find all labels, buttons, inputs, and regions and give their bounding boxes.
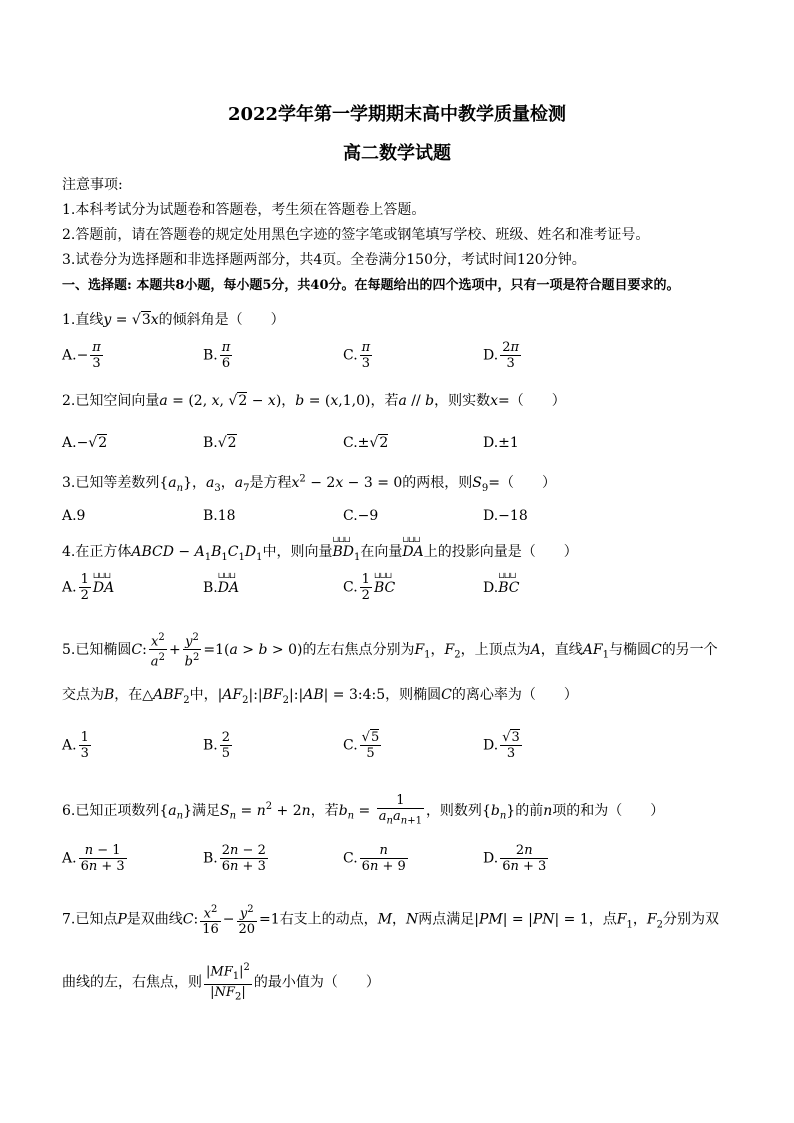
q5-option-b: B. $\frac{2}{5}$ <box>203 730 231 761</box>
question-3: 3.已知等差数列$\{a_n\}$，$a_3$，$a_7$是方程$x^2 - 2x - 3 = 0$的两根，则$S_9=$（ ） <box>62 473 556 494</box>
q4-option-c: C. $\frac{1}{2}$ ⊔⊔⊔ BC <box>343 572 395 603</box>
q5-option-a: A. $\frac{1}{3}$ <box>62 730 89 761</box>
exam-title: 2022学年第一学期期末高中教学质量检测 <box>227 104 567 125</box>
q1-stem-pre: 1.直线 <box>62 312 104 328</box>
q2-option-a: A.−√2 <box>62 435 108 451</box>
question-7: 7.已知点P是双曲线C: $\frac{x^2}{16}$ − $\frac{y^2}{20}$ =1右支上的动点，M，N两点满足|PM| = |PN| = 1，点$F_1$，$F_2$分别为双 <box>62 904 719 938</box>
q4-option-b: B.⊔⊔⊔ DA <box>203 580 239 596</box>
q5-option-c: C. $\frac{√5}{5}$ <box>343 730 380 761</box>
q1-option-b: B. $\frac{\pi}{6}$ <box>203 340 231 371</box>
note-item-2: 2.答题前，请在答题卷的规定处用黑色字迹的签字笔或钢笔填写学校、班级、姓名和准考证号。 <box>62 227 650 243</box>
question-5-line2: 交点为B，在$\triangle ABF_2$中，$|AF_2|:|BF_2|:|AB|$ = 3:4:5，则椭圆C的离心率为（ ） <box>62 687 578 706</box>
q6-option-d: D. $\frac{2n}{6n + 3}$ <box>483 843 547 874</box>
question-6: 6.已知正项数列$\{a_n\}$满足$S_n = n^2 + 2n$，若$b_n$ = $\frac{1}{a_na_{n+1}}$ ，则数列$\{b_n\}$的前n项的和为（ ） <box>62 793 665 827</box>
q3-option-b: B.18 <box>203 508 236 524</box>
q2-option-d: D.±1 <box>483 435 519 451</box>
question-5: 5.已知椭圆C: $\frac{x^2}{a^2}$ + $\frac{y^2}{b^2}$ =1(a > b > 0)的左右焦点分别为$F_1$，$F_2$，上顶点为A，直线$AF_1$与椭圆C的另一个 <box>62 632 718 670</box>
section-heading: 一、选择题: 本题共8小题，每小题5分，共40分。在每题给出的四个选项中，只有一项是符合题目要求的。 <box>62 278 680 293</box>
notes-heading: 注意事项: <box>62 177 123 193</box>
question-2: 2.已知空间向量a = (2, x, √2 − x)，b = (x,1,0)，若a // b，则实数x=（ ） <box>62 393 566 409</box>
question-4: 4.在正方体ABCD − $A_1B_1C_1D_1$中，则向量⊔⊔⊔ $BD_1$在向量⊔⊔⊔ DA上的投影向量是（ ） <box>62 541 578 563</box>
q1-option-d: D. $\frac{2\pi}{3}$ <box>483 340 520 371</box>
q3-option-a: A.9 <box>62 508 86 524</box>
q5-option-d: D. $\frac{√3}{3}$ <box>483 730 520 761</box>
q3-option-d: D.−18 <box>483 508 528 524</box>
note-item-3: 3.试卷分为选择题和非选择题两部分，共4页。全卷满分150分，考试时间120分钟。 <box>62 252 586 268</box>
q4-option-d: D.⊔⊔⊔ BC <box>483 580 519 596</box>
q6-option-a: A. $\frac{n - 1}{6n + 3}$ <box>62 843 125 874</box>
q1-option-a: A.− $\frac{\pi}{3}$ <box>62 340 101 371</box>
exam-subtitle: 高二数学试题 <box>343 143 451 164</box>
q3-option-c: C.−9 <box>343 508 379 524</box>
q6-option-c: C. $\frac{n}{6n + 9}$ <box>343 843 406 874</box>
q6-option-b: B. $\frac{2n - 2}{6n + 3}$ <box>203 843 266 874</box>
q2-option-b: B.√2 <box>203 435 237 451</box>
q4-option-a: A. $\frac{1}{2}$ ⊔⊔⊔ DA <box>62 572 114 603</box>
question-7-line2: 曲线的左，右焦点，则 $\frac{|MF_1|^2}{|NF_2|}$ 的最小值为（ ） <box>62 962 380 1003</box>
note-item-1: 1.本科考试分为试题卷和答题卷，考生须在答题卷上答题。 <box>62 202 426 218</box>
q1-option-c: C. $\frac{\pi}{3}$ <box>343 340 371 371</box>
question-1: 1.直线y = √3x的倾斜角是（ ） <box>62 312 285 328</box>
q1-stem-post: 的倾斜角是（ ） <box>158 312 285 328</box>
q2-option-c: C.±√2 <box>343 435 389 451</box>
